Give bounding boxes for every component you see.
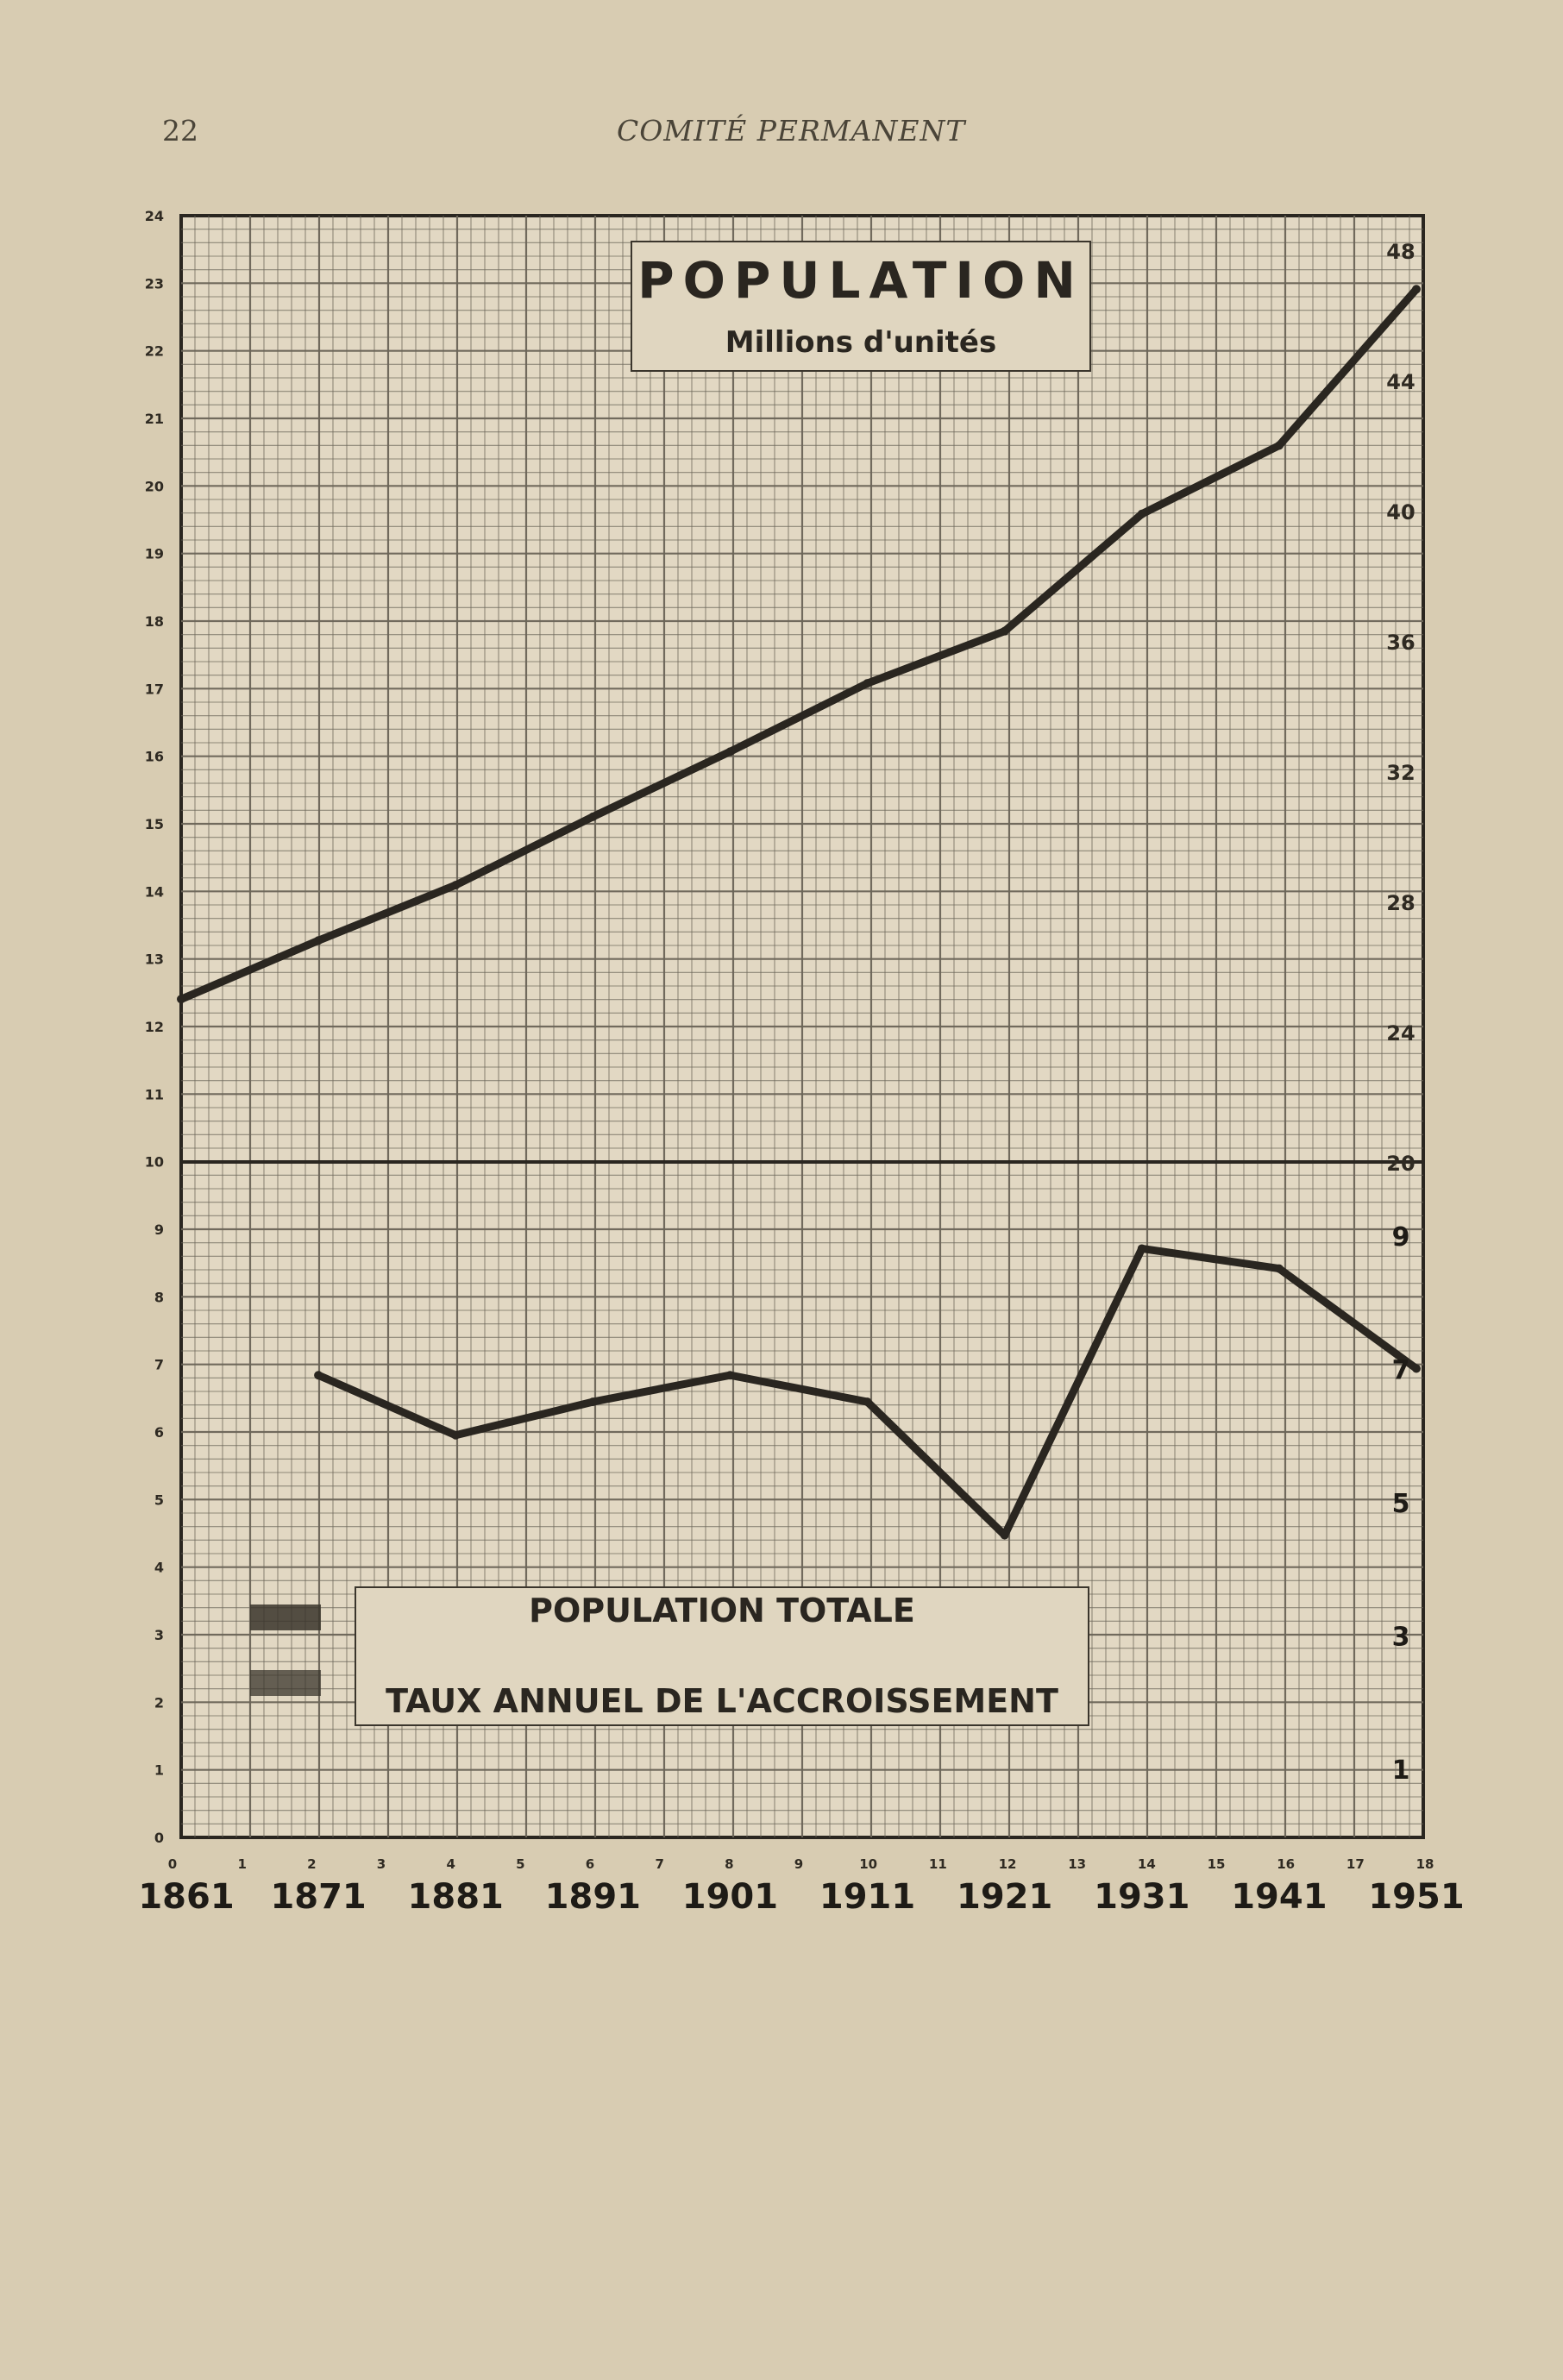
- data-point: [451, 881, 460, 889]
- x-index-tick-label: 2: [307, 1856, 317, 1872]
- data-point: [863, 1397, 872, 1406]
- left-axis-tick-label: 0: [154, 1830, 164, 1846]
- data-point: [588, 813, 597, 821]
- data-point: [725, 747, 734, 756]
- x-index-tick-label: 17: [1346, 1856, 1365, 1872]
- x-year-tick-label: 1861: [138, 1877, 235, 1917]
- right-axis-upper-tick-label: 40: [1386, 500, 1415, 524]
- x-year-tick-label: 1871: [270, 1877, 367, 1917]
- legend-label-population: POPULATION TOTALE: [529, 1592, 915, 1630]
- x-index-tick-label: 7: [655, 1856, 664, 1872]
- x-index-tick-label: 14: [1137, 1856, 1156, 1872]
- legend-swatch-rate: [250, 1670, 321, 1696]
- data-point: [725, 1371, 734, 1379]
- data-point: [1001, 1531, 1009, 1540]
- x-index-tick-label: 9: [794, 1856, 804, 1872]
- chart-title: POPULATION: [637, 251, 1084, 310]
- x-index-tick-label: 5: [516, 1856, 525, 1872]
- left-axis-tick-label: 6: [154, 1424, 164, 1441]
- right-axis-upper-tick-label: 48: [1386, 240, 1415, 264]
- x-index-tick-label: 16: [1277, 1856, 1296, 1872]
- x-index-tick-label: 3: [376, 1856, 386, 1872]
- data-point: [863, 679, 872, 688]
- left-axis-tick-label: 2: [154, 1694, 164, 1711]
- x-index-tick-label: 11: [928, 1856, 947, 1872]
- left-axis-tick-label: 22: [144, 342, 164, 360]
- left-axis-tick-label: 4: [154, 1559, 164, 1576]
- x-index-tick-label: 1: [237, 1856, 247, 1872]
- x-index-tick-label: 4: [446, 1856, 455, 1872]
- right-axis-upper-tick-label: 20: [1386, 1152, 1415, 1176]
- x-index-tick-label: 18: [1415, 1856, 1434, 1872]
- x-index-tick-label: 8: [725, 1856, 734, 1872]
- left-axis-tick-label: 19: [144, 545, 164, 562]
- x-index-tick-label: 6: [585, 1856, 595, 1872]
- x-year-tick-label: 1901: [681, 1877, 779, 1917]
- right-axis-lower-tick-label: 5: [1391, 1489, 1410, 1519]
- left-axis-tick-label: 23: [144, 275, 164, 292]
- right-axis-upper-tick-label: 28: [1386, 891, 1415, 915]
- left-axis-tick-label: 11: [144, 1086, 164, 1103]
- right-axis-lower-tick-label: 7: [1391, 1355, 1410, 1386]
- x-index-tick-label: 13: [1068, 1856, 1087, 1872]
- right-axis-lower-tick-label: 1: [1391, 1755, 1410, 1786]
- left-axis-tick-label: 20: [144, 478, 164, 495]
- x-year-tick-label: 1911: [819, 1877, 916, 1917]
- left-axis-tick-label: 15: [144, 816, 164, 832]
- chart-subtitle: Millions d'unités: [725, 325, 997, 360]
- left-axis-tick-label: 8: [154, 1289, 164, 1306]
- legend-swatch-population: [250, 1604, 321, 1630]
- x-year-tick-label: 1951: [1368, 1877, 1465, 1917]
- data-point: [1138, 510, 1146, 518]
- data-point: [314, 936, 323, 945]
- right-axis-lower-tick-label: 3: [1391, 1622, 1410, 1653]
- data-point: [1412, 285, 1421, 293]
- left-axis-tick-label: 3: [154, 1627, 164, 1643]
- data-point: [1412, 1365, 1421, 1373]
- x-year-tick-label: 1921: [957, 1877, 1053, 1917]
- data-point: [177, 995, 185, 1003]
- right-axis-upper-tick-label: 32: [1386, 761, 1415, 785]
- right-axis-upper-tick-label: 44: [1386, 370, 1415, 394]
- left-axis-tick-label: 24: [144, 208, 164, 224]
- x-year-tick-label: 1941: [1231, 1877, 1328, 1917]
- data-point: [1001, 627, 1009, 636]
- x-index-tick-label: 0: [167, 1856, 178, 1872]
- left-axis-tick-label: 10: [144, 1153, 164, 1171]
- data-point: [1275, 442, 1284, 450]
- x-year-tick-label: 1881: [407, 1877, 504, 1917]
- data-point: [588, 1397, 597, 1406]
- right-axis-upper-tick-label: 36: [1386, 631, 1415, 655]
- x-year-tick-label: 1891: [544, 1877, 641, 1917]
- left-axis-tick-label: 18: [144, 613, 164, 630]
- running-title: COMITÉ PERMANENT: [617, 114, 966, 148]
- data-point: [1275, 1265, 1284, 1273]
- x-year-tick-label: 1931: [1094, 1877, 1190, 1917]
- chart-title-box: [631, 242, 1090, 371]
- page-number: 22: [162, 114, 198, 148]
- data-point: [1138, 1244, 1146, 1253]
- left-axis-tick-label: 21: [144, 411, 164, 427]
- data-point: [314, 1371, 323, 1379]
- left-axis-tick-label: 14: [144, 883, 164, 901]
- data-point: [451, 1431, 460, 1440]
- left-axis-tick-label: 16: [144, 748, 164, 765]
- left-axis-tick-label: 9: [154, 1221, 164, 1238]
- left-axis-tick-label: 1: [154, 1761, 164, 1779]
- left-axis-tick-label: 17: [144, 681, 164, 698]
- x-index-tick-label: 10: [859, 1856, 878, 1872]
- left-axis-tick-label: 7: [154, 1356, 164, 1373]
- chart-legend: [250, 1587, 1089, 1725]
- legend-label-rate: TAUX ANNUEL DE L'ACCROISSEMENT: [386, 1682, 1058, 1720]
- x-index-tick-label: 12: [998, 1856, 1017, 1872]
- left-axis-tick-label: 13: [144, 951, 164, 968]
- right-axis-upper-tick-label: 24: [1386, 1021, 1415, 1046]
- x-index-tick-label: 15: [1207, 1856, 1226, 1872]
- right-axis-lower-tick-label: 9: [1391, 1222, 1410, 1253]
- left-axis-tick-label: 5: [154, 1491, 164, 1509]
- left-axis-tick-label: 12: [144, 1019, 164, 1035]
